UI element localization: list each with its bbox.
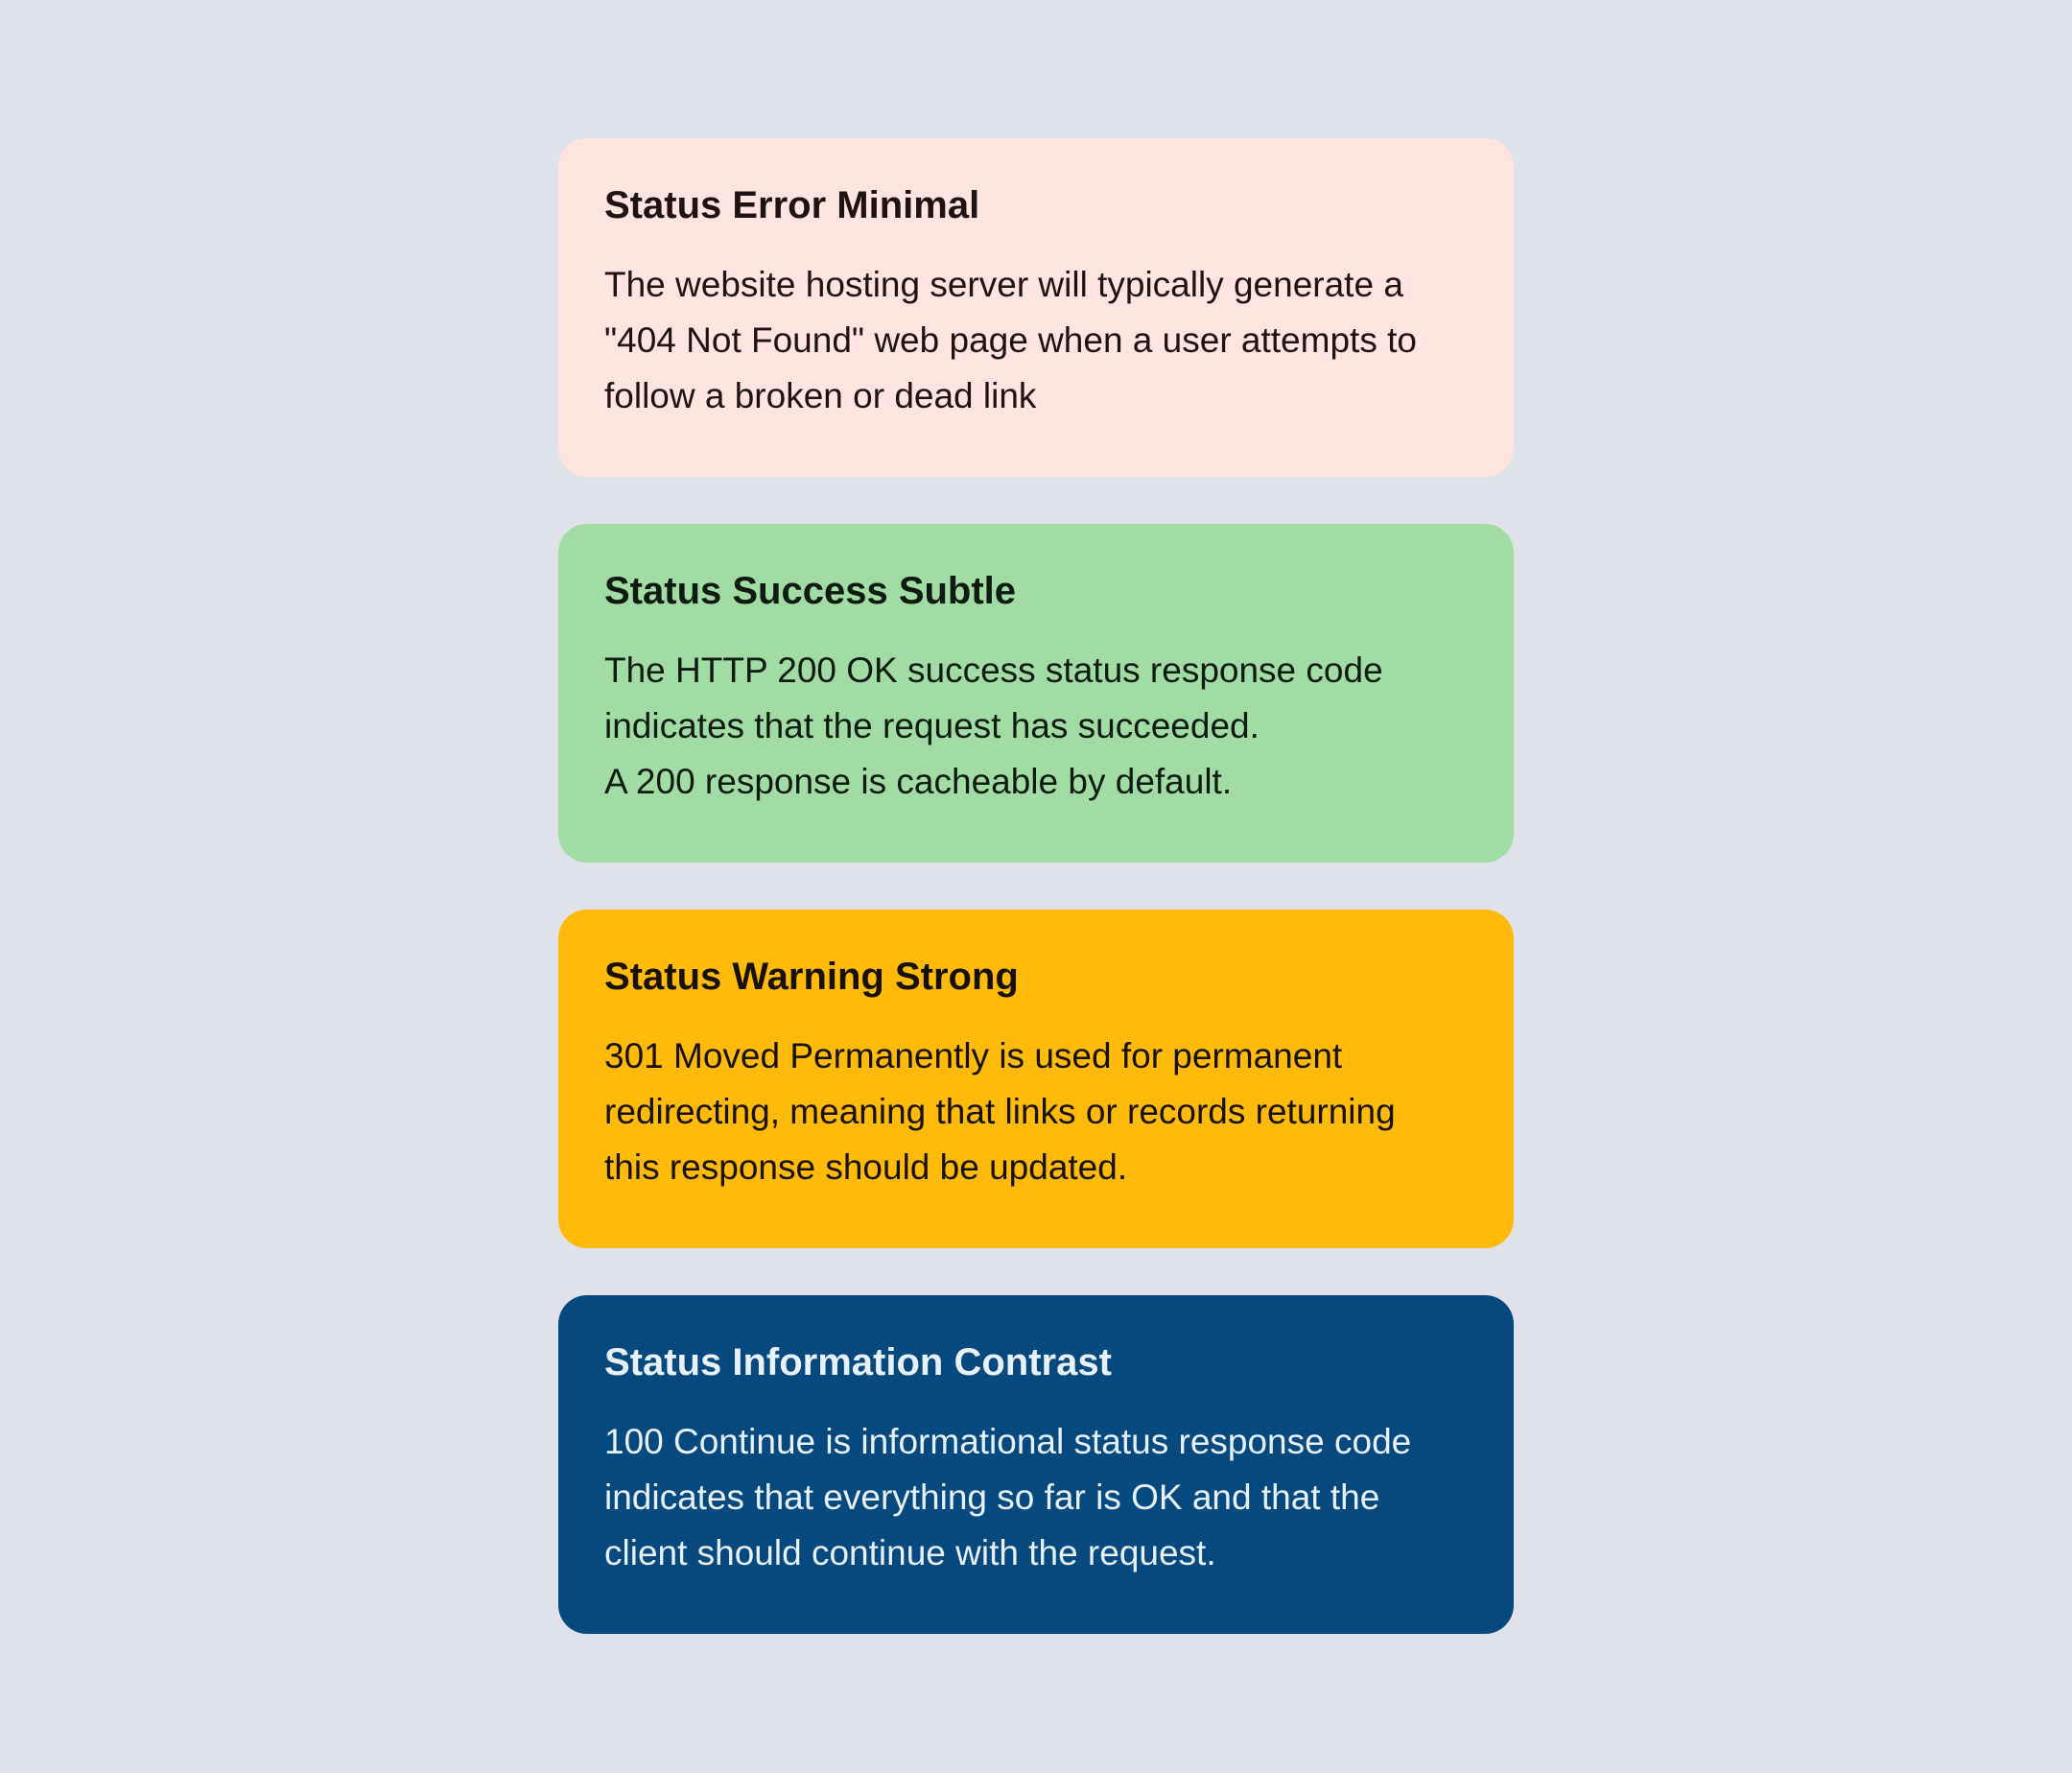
status-card-success bbox=[558, 524, 1514, 863]
status-card-information bbox=[558, 1295, 1514, 1634]
card-body: The website hosting server will typically generate a "404 Not Found" web page when a user attempts to follow a broken or dead link bbox=[604, 265, 1417, 415]
card-body: 301 Moved Permanently is used for permanent redirecting, meaning that links or records returning this response should be updated. bbox=[604, 1036, 1396, 1187]
status-card-warning bbox=[558, 910, 1514, 1248]
card-title: Status Success Subtle bbox=[604, 570, 1017, 612]
card-title: Status Warning Strong bbox=[604, 956, 1019, 998]
status-card-error bbox=[558, 138, 1514, 477]
status-card-list bbox=[558, 138, 1514, 1681]
card-title: Status Error Minimal bbox=[604, 184, 980, 226]
card-body: The HTTP 200 OK success status response code indicates that the request has succeeded. A 200 response is cacheable by default. bbox=[604, 650, 1383, 801]
card-body: 100 Continue is informational status response code indicates that everything so far is OK and that the client should continue with the request. bbox=[604, 1422, 1412, 1572]
card-title: Status Information Contrast bbox=[604, 1341, 1112, 1383]
